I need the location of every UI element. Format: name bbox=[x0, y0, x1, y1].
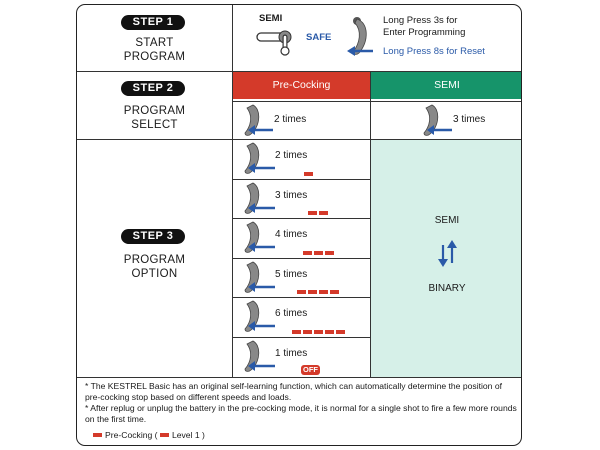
safe-label: SAFE bbox=[306, 32, 332, 43]
trigger-press-icon bbox=[418, 103, 458, 137]
arrow-left-icon bbox=[345, 45, 375, 57]
level-square bbox=[308, 211, 317, 215]
semi-label: SEMI bbox=[259, 13, 283, 24]
off-badge: OFF bbox=[303, 365, 318, 374]
step-3-pill: STEP 3 bbox=[121, 229, 185, 244]
toggle-arrows-icon bbox=[437, 239, 459, 269]
option-row bbox=[233, 259, 370, 299]
level-square bbox=[314, 330, 323, 334]
divider bbox=[77, 377, 522, 378]
semi-select-times: 3 times bbox=[453, 114, 486, 125]
semi-header: SEMI bbox=[371, 72, 522, 99]
level-square bbox=[304, 172, 313, 176]
trigger-press-icon bbox=[239, 103, 279, 137]
option-row bbox=[233, 180, 370, 220]
level-square bbox=[297, 290, 306, 294]
level-square bbox=[314, 251, 323, 255]
long-press-3s-text bbox=[383, 15, 465, 39]
level-square bbox=[319, 290, 328, 294]
step-2-title bbox=[77, 104, 232, 132]
level-square bbox=[330, 290, 339, 294]
step-title-line: SELECT bbox=[131, 119, 178, 131]
option-times: 5 times bbox=[275, 268, 308, 280]
long-press-8s-text: Long Press 8s for Reset bbox=[383, 46, 485, 57]
legend-level: Level 1 ) bbox=[171, 430, 205, 440]
programming-card bbox=[76, 4, 522, 446]
level-square bbox=[336, 330, 345, 334]
step-title-line: START bbox=[135, 37, 174, 49]
option-row bbox=[233, 298, 370, 338]
legend-red-square bbox=[93, 433, 102, 437]
precocking-options-list bbox=[233, 140, 370, 377]
level-square bbox=[319, 211, 328, 215]
footnote-self-learning: * The KESTREL Basic has an original self-learning function, which can automatically determine the position of pre-cocking stop based on different speeds and loads. bbox=[85, 381, 503, 402]
option-times: 3 times bbox=[275, 189, 308, 201]
footnote-battery: * After replug or unplug the battery in the pre-cocking mode, it is normal for a single shot to fire a few more rounds on the first time. bbox=[85, 403, 517, 424]
binary-option-label: BINARY bbox=[428, 283, 466, 294]
level-square bbox=[292, 330, 301, 334]
option-times: 2 times bbox=[275, 150, 308, 161]
option-row bbox=[233, 140, 370, 180]
semi-option-label: SEMI bbox=[434, 215, 460, 226]
precocking-select-times: 2 times bbox=[274, 114, 307, 125]
step-1-title bbox=[77, 36, 232, 64]
option-times: 6 times bbox=[275, 308, 308, 319]
step-title-line: PROGRAM bbox=[123, 254, 186, 266]
step-2-pill: STEP 2 bbox=[121, 81, 185, 96]
option-row bbox=[233, 219, 370, 259]
precocking-header: Pre-Cocking bbox=[233, 72, 370, 99]
level-square bbox=[308, 290, 317, 294]
level-square bbox=[303, 251, 312, 255]
legend-red-square bbox=[160, 433, 169, 437]
level-square bbox=[303, 330, 312, 334]
instruction-line: Enter Programming bbox=[383, 27, 466, 38]
level-square bbox=[325, 330, 334, 334]
step-title-line: PROGRAM bbox=[123, 51, 186, 63]
instruction-line: Long Press 3s for bbox=[383, 15, 458, 26]
divider bbox=[232, 101, 522, 102]
option-times: 4 times bbox=[275, 229, 308, 240]
level-square bbox=[325, 251, 334, 255]
legend-precocking: Pre-Cocking ( bbox=[105, 430, 158, 440]
step-title-line: PROGRAM bbox=[123, 105, 186, 117]
step-1-pill: STEP 1 bbox=[121, 15, 185, 30]
option-times: 1 times bbox=[275, 347, 308, 359]
step-title-line: OPTION bbox=[131, 268, 178, 280]
legend bbox=[93, 430, 205, 440]
step-3-title bbox=[77, 253, 232, 281]
option-row bbox=[233, 338, 370, 378]
